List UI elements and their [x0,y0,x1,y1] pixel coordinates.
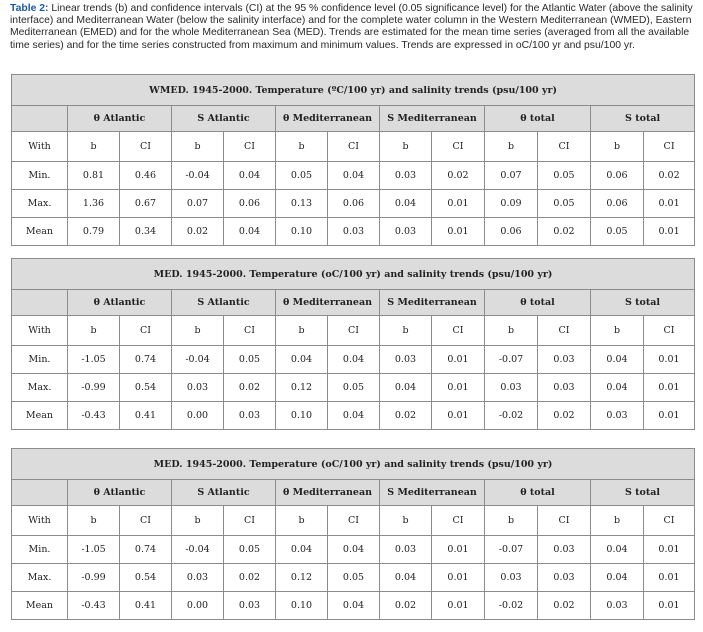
value-cell: 0.02 [644,162,695,190]
column-subheader: b [276,316,328,346]
variable-header: θ Mediterranean [276,106,380,132]
variable-header: S Mediterranean [380,106,485,132]
value-cell: 0.04 [328,402,380,430]
caption-text: Linear trends (b) and confidence intervals (CI) at the 95 % confidence level (0.05 significance level) for the Atlantic Water (above the salinity interface) and Mediterranean Water (below the salinity interface) and for the complete water column in the Western Mediterranean (WMED), Eastern Mediterranean (EMED) and for the whole Mediterranean Sea (MED). Trends are estimated for the mean time series (averaged from all the available time series) and for the time series constructed from maximum and minimum values. Trends are expressed in oC/100 yr and psu/100 yr. [10,3,693,51]
value-cell: 0.01 [432,218,485,246]
column-subheader: CI [120,316,172,346]
value-cell: 0.03 [380,536,432,564]
column-subheader: b [485,506,538,536]
column-subheader: CI [120,506,172,536]
value-cell: 0.04 [591,564,644,592]
value-cell: 0.01 [644,564,695,592]
value-cell: -0.43 [68,402,120,430]
value-cell: 1.36 [68,190,120,218]
value-cell: 0.05 [276,162,328,190]
value-cell: 0.01 [432,346,485,374]
value-cell: 0.03 [485,564,538,592]
table-row [12,536,695,564]
value-cell: 0.79 [68,218,120,246]
table-title: WMED. 1945-2000. Temperature (ºC/100 yr) and salinity trends (psu/100 yr) [12,75,695,106]
row-header-label: With [12,506,68,536]
column-subheader: b [485,132,538,162]
value-cell: -0.99 [68,374,120,402]
column-subheader: CI [328,132,380,162]
value-cell: 0.02 [538,218,591,246]
caption-label: Table 2: [10,3,49,14]
value-cell: 0.01 [644,346,695,374]
column-subheader: CI [224,506,276,536]
column-subheader: b [380,132,432,162]
variable-header: θ Mediterranean [276,290,380,316]
table-row [12,190,695,218]
value-cell: 0.07 [485,162,538,190]
row-label: Min. [12,536,68,564]
wmed-trend-table [11,74,695,246]
value-cell: 0.04 [591,374,644,402]
value-cell: 0.04 [380,374,432,402]
value-cell: 0.04 [224,162,276,190]
row-label: Max. [12,374,68,402]
column-subheader: b [172,316,224,346]
variable-header: S total [591,480,695,506]
column-subheader: CI [432,316,485,346]
value-cell: 0.10 [276,218,328,246]
value-cell: -1.05 [68,346,120,374]
value-cell: 0.04 [276,346,328,374]
column-subheader: CI [538,132,591,162]
table-row [12,218,695,246]
value-cell: 0.04 [224,218,276,246]
value-cell: 0.06 [328,190,380,218]
value-cell: -0.04 [172,162,224,190]
subheader-row [12,316,695,346]
column-subheader: b [591,132,644,162]
table-row [12,592,695,620]
med-trend-table-repeat [11,448,695,620]
value-cell: 0.01 [644,592,695,620]
column-subheader: CI [120,132,172,162]
value-cell: 0.01 [432,536,485,564]
corner-cell [12,480,68,506]
value-cell: 0.03 [538,346,591,374]
value-cell: 0.03 [538,374,591,402]
value-cell: 0.00 [172,402,224,430]
value-cell: 0.06 [485,218,538,246]
value-cell: 0.01 [432,592,485,620]
value-cell: 0.02 [538,592,591,620]
column-subheader: b [68,506,120,536]
variable-header: S Atlantic [172,480,276,506]
column-subheader: b [276,132,328,162]
value-cell: 0.74 [120,346,172,374]
value-cell: 0.03 [538,536,591,564]
value-cell: 0.02 [224,564,276,592]
table-row [12,162,695,190]
value-cell: 0.12 [276,564,328,592]
column-subheader: b [172,506,224,536]
variable-header: θ Atlantic [68,106,172,132]
value-cell: 0.12 [276,374,328,402]
value-cell: 0.54 [120,374,172,402]
value-cell: 0.10 [276,592,328,620]
value-cell: 0.03 [328,218,380,246]
table-row [12,346,695,374]
value-cell: 0.03 [591,402,644,430]
column-subheader: CI [224,316,276,346]
variable-header: θ total [485,106,591,132]
table-title: MED. 1945-2000. Temperature (oC/100 yr) and salinity trends (psu/100 yr) [12,449,695,480]
column-subheader: CI [432,132,485,162]
value-cell: 0.01 [644,218,695,246]
variable-header: S total [591,290,695,316]
variable-header-row [12,290,695,316]
variable-header: S Atlantic [172,106,276,132]
column-subheader: CI [224,132,276,162]
column-subheader: b [591,506,644,536]
value-cell: 0.04 [328,592,380,620]
row-label: Min. [12,162,68,190]
value-cell: 0.07 [172,190,224,218]
value-cell: 0.02 [432,162,485,190]
corner-cell [12,106,68,132]
value-cell: 0.03 [224,592,276,620]
value-cell: 0.01 [432,402,485,430]
value-cell: 0.03 [380,162,432,190]
med-trend-table [11,258,695,430]
column-subheader: CI [328,316,380,346]
value-cell: 0.41 [120,592,172,620]
value-cell: 0.04 [328,346,380,374]
value-cell: 0.04 [591,346,644,374]
row-label: Mean [12,402,68,430]
table-title-row [12,75,695,106]
value-cell: 0.02 [380,592,432,620]
variable-header: θ total [485,480,591,506]
value-cell: 0.54 [120,564,172,592]
column-subheader: CI [644,506,695,536]
value-cell: 0.02 [380,402,432,430]
value-cell: 0.03 [224,402,276,430]
variable-header-row [12,480,695,506]
value-cell: 0.05 [328,564,380,592]
column-subheader: CI [538,506,591,536]
variable-header: S Mediterranean [380,480,485,506]
value-cell: 0.01 [432,190,485,218]
value-cell: 0.05 [538,190,591,218]
column-subheader: CI [432,506,485,536]
value-cell: 0.05 [538,162,591,190]
value-cell: 0.02 [224,374,276,402]
value-cell: 0.05 [328,374,380,402]
value-cell: -0.99 [68,564,120,592]
value-cell: 0.04 [328,536,380,564]
value-cell: 0.05 [591,218,644,246]
value-cell: 0.03 [172,374,224,402]
row-header-label: With [12,316,68,346]
value-cell: 0.04 [328,162,380,190]
value-cell: 0.04 [591,536,644,564]
value-cell: 0.04 [276,536,328,564]
row-label: Mean [12,592,68,620]
value-cell: 0.09 [485,190,538,218]
value-cell: 0.01 [644,536,695,564]
column-subheader: b [276,506,328,536]
value-cell: 0.04 [380,564,432,592]
subheader-row [12,132,695,162]
table-row [12,564,695,592]
column-subheader: b [380,506,432,536]
table-title-row [12,449,695,480]
value-cell: 0.01 [432,564,485,592]
value-cell: 0.04 [380,190,432,218]
corner-cell [12,290,68,316]
variable-header: S total [591,106,695,132]
row-header-label: With [12,132,68,162]
value-cell: 0.81 [68,162,120,190]
value-cell: 0.46 [120,162,172,190]
value-cell: 0.03 [591,592,644,620]
column-subheader: CI [644,316,695,346]
value-cell: 0.03 [485,374,538,402]
value-cell: 0.03 [380,218,432,246]
column-subheader: b [172,132,224,162]
value-cell: 0.13 [276,190,328,218]
subheader-row [12,506,695,536]
value-cell: -0.07 [485,346,538,374]
value-cell: 0.34 [120,218,172,246]
table-title: MED. 1945-2000. Temperature (oC/100 yr) and salinity trends (psu/100 yr) [12,259,695,290]
variable-header: S Mediterranean [380,290,485,316]
table-title-row [12,259,695,290]
value-cell: 0.06 [224,190,276,218]
row-label: Mean [12,218,68,246]
value-cell: 0.05 [224,536,276,564]
column-subheader: b [68,316,120,346]
column-subheader: b [591,316,644,346]
column-subheader: b [68,132,120,162]
row-label: Max. [12,564,68,592]
row-label: Min. [12,346,68,374]
value-cell: 0.02 [538,402,591,430]
value-cell: -0.04 [172,536,224,564]
value-cell: 0.03 [172,564,224,592]
value-cell: 0.01 [644,190,695,218]
value-cell: 0.01 [432,374,485,402]
value-cell: 0.74 [120,536,172,564]
value-cell: -1.05 [68,536,120,564]
value-cell: 0.03 [380,346,432,374]
table-row [12,402,695,430]
value-cell: -0.04 [172,346,224,374]
value-cell: 0.02 [172,218,224,246]
row-label: Max. [12,190,68,218]
value-cell: 0.05 [224,346,276,374]
value-cell: 0.41 [120,402,172,430]
value-cell: 0.67 [120,190,172,218]
column-subheader: b [485,316,538,346]
column-subheader: b [380,316,432,346]
value-cell: 0.01 [644,374,695,402]
table-row [12,374,695,402]
value-cell: -0.02 [485,592,538,620]
value-cell: 0.03 [538,564,591,592]
value-cell: 0.00 [172,592,224,620]
variable-header: θ Atlantic [68,480,172,506]
column-subheader: CI [328,506,380,536]
variable-header: S Atlantic [172,290,276,316]
variable-header: θ Atlantic [68,290,172,316]
value-cell: -0.43 [68,592,120,620]
table-caption [10,3,696,52]
variable-header: θ Mediterranean [276,480,380,506]
value-cell: 0.06 [591,190,644,218]
value-cell: 0.06 [591,162,644,190]
value-cell: -0.02 [485,402,538,430]
variable-header: θ total [485,290,591,316]
column-subheader: CI [644,132,695,162]
value-cell: 0.01 [644,402,695,430]
variable-header-row [12,106,695,132]
value-cell: -0.07 [485,536,538,564]
column-subheader: CI [538,316,591,346]
value-cell: 0.10 [276,402,328,430]
